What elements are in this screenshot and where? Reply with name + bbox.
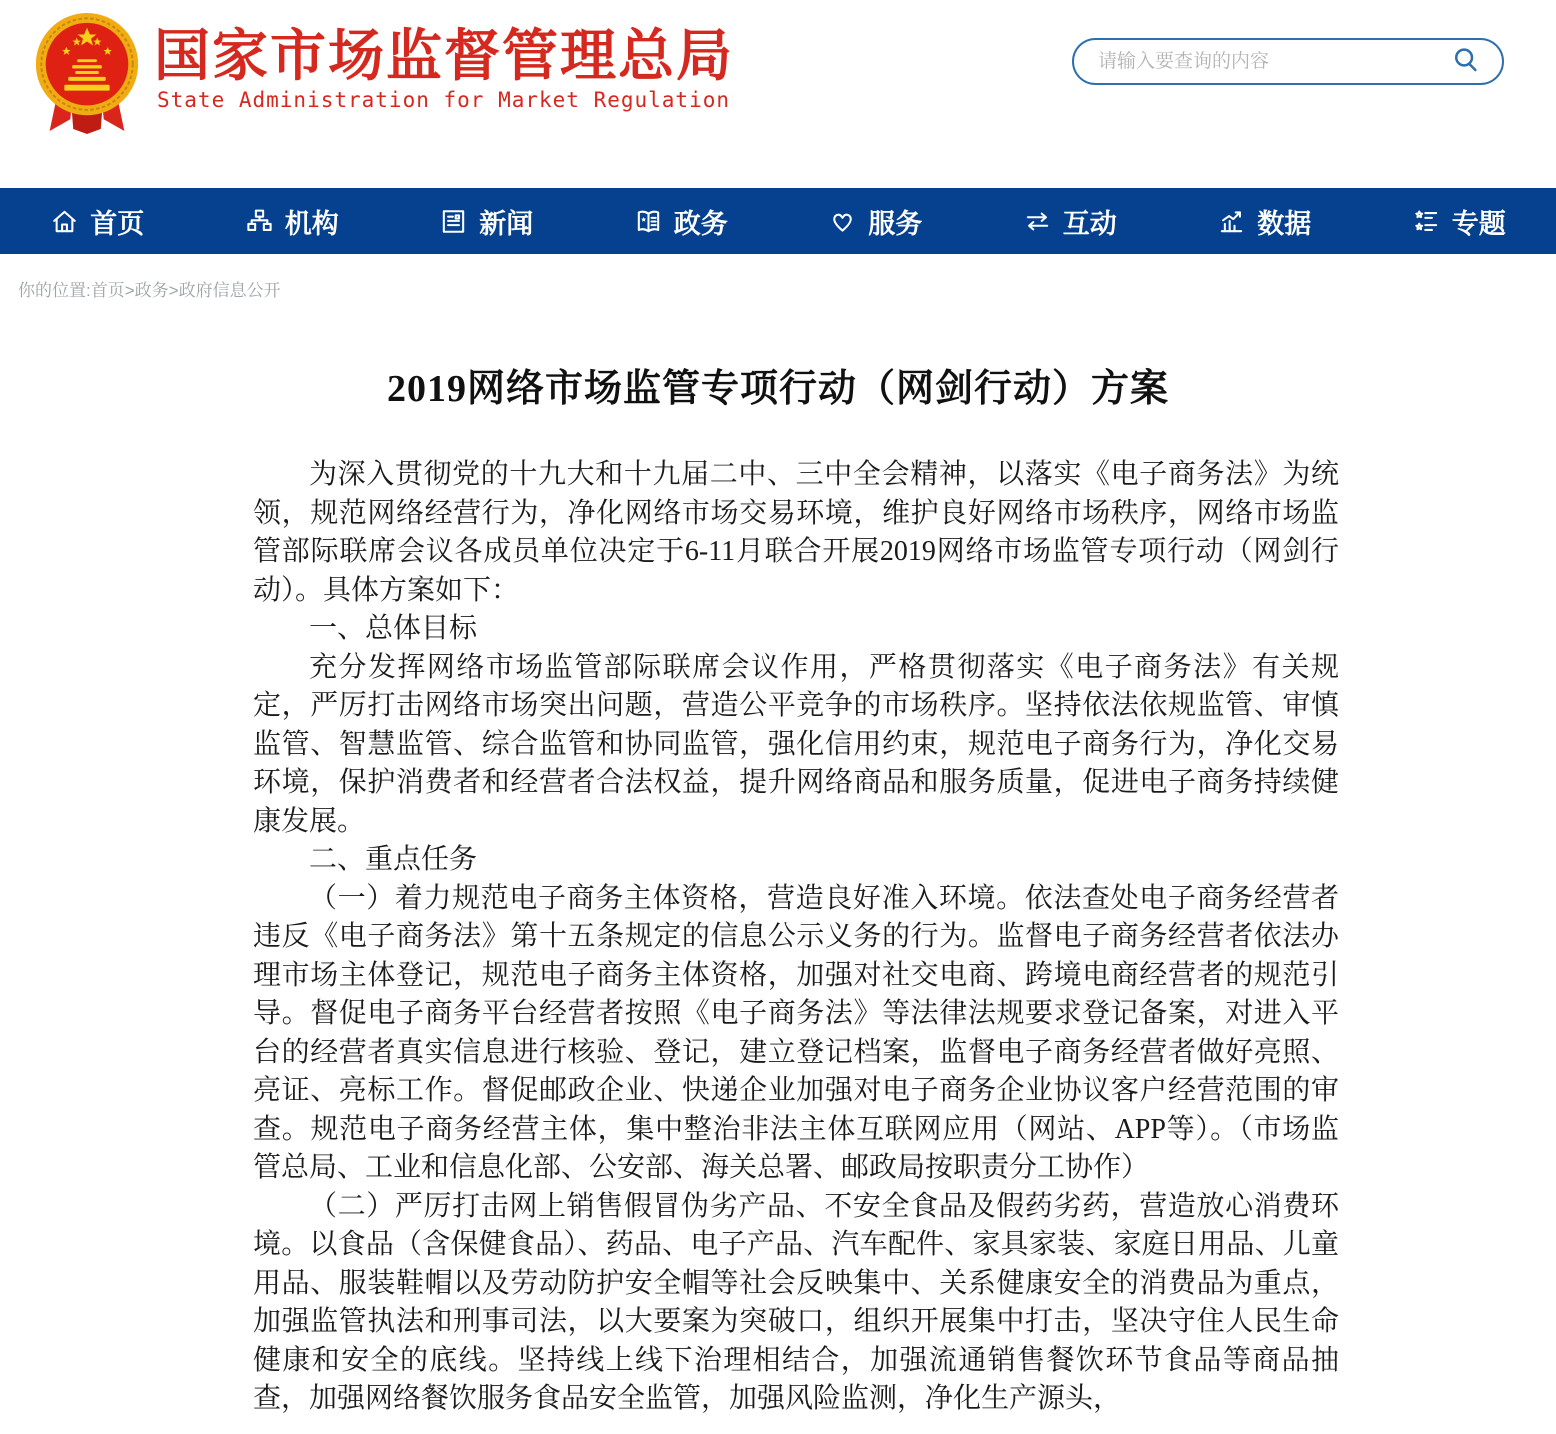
nav-item-data[interactable] [1167,188,1362,254]
main-nav [0,188,1556,254]
search-box [1072,38,1504,85]
national-emblem-icon [28,6,146,138]
nav-item-org[interactable] [195,188,390,254]
search-button[interactable] [1444,40,1502,83]
doc-paragraph: （二）严厉打击网上销售假冒伪劣产品、不安全食品及假药劣药，营造放心消费环境。以食品（含保健食品）、药品、电子产品、汽车配件、家具家装、家庭日用品、儿童用品、服装鞋帽以及劳动防护安全帽等社会反映集中、关系健康安全的消费品为重点，加强监管执法和刑事司法，以大要案为突破口，组织开展集中打击，坚决守住人民生命健康和安全的底线。坚持线上线下治理相结合，加强流通销售餐饮环节食品等商品抽查，加强网络餐饮服务食品安全监管，加强风险监测，净化生产源头， [253,1190,1339,1414]
document-body [253,456,1339,1419]
nav-item-interact[interactable] [973,188,1168,254]
nav-item-label: 数据 [1257,208,1312,239]
chart-icon [1217,207,1246,236]
doc-paragraph: 一、总体目标 [309,613,478,644]
nav-item-label: 服务 [868,208,923,239]
document-area [0,357,1556,1419]
nav-item-label: 机构 [284,208,339,239]
star-list-icon [1412,207,1441,236]
nav-item-gov[interactable] [584,188,779,254]
nav-item-topics[interactable] [1362,188,1556,254]
home-icon [50,207,79,236]
doc-paragraph: （一）着力规范电子商务主体资格，营造良好准入环境。依法查处电子商务经营者违反《电子商务法》第十五条规定的信息公示义务的行为。监督电子商务经营者依法办理市场主体登记，规范电子商务主体资格，加强对社交电商、跨境电商经营者的规范引导。督促电子商务平台经营者按照《电子商务法》等法律法规要求登记备案，对进入平台的经营者真实信息进行核验、登记，建立登记档案，监督电子商务经营者做好亮照、亮证、亮标工作。督促邮政企业、快递企业加强对电子商务企业协议客户经营范围的审查。规范电子商务经营主体，集中整治非法主体互联网应用（网站、APP等）。（市场监管总局、工业和信息化部、公安部、海关总署、邮政局按职责分工协作） [253,882,1339,1183]
breadcrumb[interactable]: 你的位置:首页>政务>政府信息公开 [18,281,281,300]
search-icon [1451,45,1481,78]
search-input[interactable] [1074,40,1444,83]
nav-item-label: 专题 [1451,208,1506,239]
org-chart-icon [245,207,274,236]
nav-item-label: 互动 [1062,208,1117,239]
nav-item-service[interactable] [778,188,973,254]
site-logo[interactable] [28,6,146,138]
nav-item-home[interactable] [0,188,195,254]
nav-item-label: 新闻 [479,208,534,239]
site-subtitle: State Administration for Market Regulation [157,88,731,112]
nav-item-news[interactable] [389,188,584,254]
news-icon [439,207,468,236]
doc-paragraph: 二、重点任务 [309,844,478,875]
nav-item-label: 政务 [673,208,728,239]
doc-paragraph: 为深入贯彻党的十九大和十九届二中、三中全会精神，以落实《电子商务法》为统领，规范网络经营行为，净化网络市场交易环境，维护良好网络市场秩序，网络市场监管部际联席会议各成员单位决定于6-11月联合开展2019网络市场监管专项行动（网剑行动）。具体方案如下： [253,459,1339,606]
gov-book-icon [634,207,663,236]
nav-item-label: 首页 [90,208,145,239]
heart-icon [828,207,857,236]
document-title: 2019网络市场监管专项行动（网剑行动）方案 [386,368,1169,410]
exchange-arrows-icon [1023,207,1052,236]
doc-paragraph: 充分发挥网络市场监管部际联席会议作用，严格贯彻落实《电子商务法》有关规定，严厉打击网络市场突出问题，营造公平竞争的市场秩序。坚持依法依规监管、审慎监管、智慧监管、综合监管和协同监管，强化信用约束，规范电子商务行为，净化交易环境，保护消费者和经营者合法权益，提升网络商品和服务质量，促进电子商务持续健康发展。 [253,651,1339,837]
site-title: 国家市场监督管理总局 [154,24,734,87]
site-header [0,0,1556,188]
